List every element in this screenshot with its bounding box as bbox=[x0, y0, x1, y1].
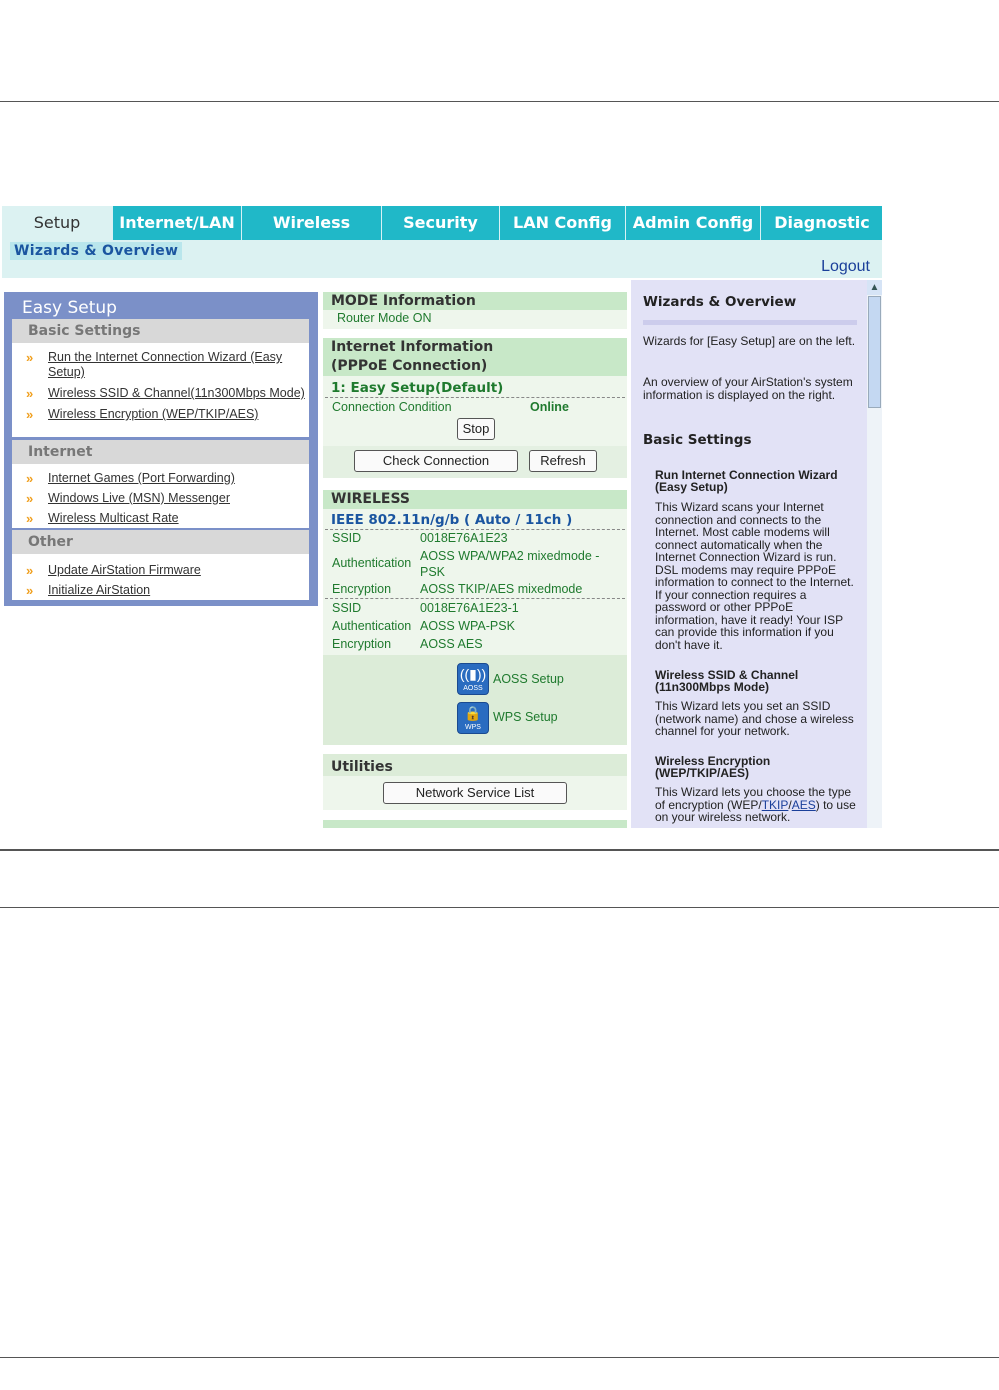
chevron-icon: » bbox=[26, 407, 32, 422]
page-rule-bottom-1 bbox=[0, 849, 999, 851]
mode-info-value: Router Mode ON bbox=[337, 311, 432, 325]
section-other bbox=[12, 530, 309, 600]
wps-setup-link[interactable]: WPS Setup bbox=[493, 710, 558, 724]
help-divider bbox=[643, 320, 857, 325]
mode-info-header: MODE Information bbox=[323, 292, 627, 310]
help-intro-1: Wizards for [Easy Setup] are on the left. bbox=[643, 334, 856, 348]
encryption-value: AOSS AES bbox=[420, 637, 483, 651]
chevron-icon: » bbox=[26, 583, 32, 598]
wps-icon[interactable]: 🔒 WPS bbox=[457, 702, 489, 734]
wireless-header: WIRELESS bbox=[323, 490, 627, 509]
link-initialize[interactable]: » Initialize AirStation bbox=[26, 583, 151, 598]
logout-link[interactable]: Logout bbox=[821, 258, 870, 275]
auth-label: Authentication bbox=[332, 556, 412, 570]
sub-nav bbox=[2, 240, 882, 278]
link-update-firmware[interactable]: » Update AirStation Firmware bbox=[26, 563, 201, 578]
ssid-label: SSID bbox=[332, 531, 362, 545]
tab-setup[interactable]: Setup bbox=[2, 206, 112, 240]
ssid-label: SSID bbox=[332, 601, 362, 615]
network-service-list-button[interactable]: Network Service List bbox=[383, 782, 567, 804]
encryption-value: AOSS TKIP/AES mixedmode bbox=[420, 582, 583, 596]
chevron-icon: » bbox=[26, 386, 32, 401]
ssid-value: 0018E76A1E23 bbox=[420, 531, 508, 545]
auth-value: AOSS WPA/WPA2 mixedmode - PSK bbox=[420, 549, 600, 579]
help-item-body: This Wizard lets you set an SSID (network name) and chose a wireless channel for your network. bbox=[655, 699, 854, 738]
divider bbox=[325, 598, 625, 599]
divider bbox=[325, 397, 625, 398]
help-basic-heading: Basic Settings bbox=[643, 432, 752, 448]
help-intro-2: An overview of your AirStation's system information is displayed on the right. bbox=[643, 375, 853, 402]
tab-diagnostic[interactable]: Diagnostic bbox=[760, 206, 882, 240]
check-connection-button[interactable]: Check Connection bbox=[354, 450, 518, 472]
utilities-panel bbox=[323, 754, 627, 810]
link-port-forwarding[interactable]: » Internet Games (Port Forwarding) bbox=[26, 471, 235, 486]
page-rule-footer bbox=[0, 1357, 999, 1358]
top-nav bbox=[2, 206, 882, 240]
internet-info-panel bbox=[323, 338, 627, 478]
auth-label: Authentication bbox=[332, 619, 412, 633]
scroll-up-icon[interactable]: ▲ bbox=[867, 280, 882, 295]
next-panel-edge bbox=[323, 820, 627, 828]
subtab-wizards-overview[interactable]: Wizards & Overview bbox=[10, 242, 182, 260]
wireless-panel bbox=[323, 490, 627, 745]
encryption-label: Encryption bbox=[332, 582, 392, 596]
stop-button[interactable]: Stop bbox=[457, 418, 495, 440]
refresh-button[interactable]: Refresh bbox=[529, 450, 597, 472]
encryption-label: Encryption bbox=[332, 637, 392, 651]
divider bbox=[325, 529, 625, 530]
section-header: Internet bbox=[12, 440, 309, 464]
wireless-standard: IEEE 802.11n/g/b ( Auto / 11ch ) bbox=[331, 512, 573, 528]
easy-setup-panel bbox=[4, 292, 318, 606]
section-internet bbox=[12, 440, 309, 528]
section-header: Other bbox=[12, 530, 309, 554]
internet-info-header: Internet Information (PPPoE Connection) bbox=[323, 338, 627, 376]
connection-condition-value: Online bbox=[530, 400, 569, 414]
router-admin-screenshot bbox=[2, 206, 882, 828]
tab-lan-config[interactable]: LAN Config bbox=[499, 206, 625, 240]
link-wireless-encryption[interactable]: » Wireless Encryption (WEP/TKIP/AES) bbox=[26, 407, 259, 422]
tab-wireless-config[interactable]: Wireless bbox=[241, 206, 381, 240]
ssid-value: 0018E76A1E23-1 bbox=[420, 601, 519, 615]
pppoe-session: 1: Easy Setup(Default) bbox=[331, 380, 504, 396]
link-multicast-rate[interactable]: » Wireless Multicast Rate bbox=[26, 511, 179, 526]
help-item-body: This Wizard scans your Internet connection and connects to the Internet. Most cable modems will connect automatically when the Internet Connection Wizard is run. DSL modems may require PPPoE information to connect to the Internet. If your connection requires a password or other PPPoE information, have it ready! Your ISP can provide this information if you don't have it. bbox=[655, 500, 854, 652]
help-panel bbox=[631, 280, 867, 828]
help-item-title: Wireless SSID & Channel (11n300Mbps Mode) bbox=[655, 668, 799, 694]
easy-setup-title: Easy Setup bbox=[22, 298, 117, 318]
aes-link[interactable]: AES bbox=[791, 797, 816, 812]
help-title: Wizards & Overview bbox=[643, 294, 797, 310]
help-item-title: Wireless Encryption (WEP/TKIP/AES) bbox=[655, 754, 771, 780]
chevron-icon: » bbox=[26, 350, 32, 365]
link-internet-wizard[interactable]: » Run the Internet Connection Wizard (Easy Setup) bbox=[26, 350, 283, 379]
tab-internet-lan[interactable]: Internet/LAN bbox=[112, 206, 241, 240]
tkip-link[interactable]: TKIP bbox=[761, 797, 789, 812]
mode-info-panel bbox=[323, 292, 627, 329]
page-rule-bottom-2 bbox=[0, 907, 999, 908]
chevron-icon: » bbox=[26, 491, 32, 506]
tab-security[interactable]: Security bbox=[381, 206, 499, 240]
help-item-body: This Wizard lets you choose the type of encryption (WEP/TKIP/AES) to use on your wireless network. bbox=[655, 785, 856, 824]
link-wireless-ssid[interactable]: » Wireless SSID & Channel(11n300Mbps Mode) bbox=[26, 386, 305, 401]
link-msn-messenger[interactable]: » Windows Live (MSN) Messenger bbox=[26, 491, 230, 506]
aoss-setup-link[interactable]: AOSS Setup bbox=[493, 672, 564, 686]
chevron-icon: » bbox=[26, 471, 32, 486]
tab-admin-config[interactable]: Admin Config bbox=[625, 206, 760, 240]
chevron-icon: » bbox=[26, 511, 32, 526]
section-basic-settings bbox=[12, 319, 309, 437]
auth-value: AOSS WPA-PSK bbox=[420, 619, 515, 633]
section-header: Basic Settings bbox=[12, 319, 309, 343]
utilities-header: Utilities bbox=[323, 754, 627, 776]
help-scrollbar[interactable] bbox=[867, 280, 882, 828]
chevron-icon: » bbox=[26, 563, 32, 578]
connection-condition-label: Connection Condition bbox=[332, 400, 452, 414]
page-rule-top bbox=[0, 101, 999, 102]
scroll-thumb[interactable] bbox=[868, 296, 881, 408]
help-item-title: Run Internet Connection Wizard (Easy Setup) bbox=[655, 468, 838, 494]
aoss-icon[interactable]: ((▮)) AOSS bbox=[457, 663, 489, 695]
